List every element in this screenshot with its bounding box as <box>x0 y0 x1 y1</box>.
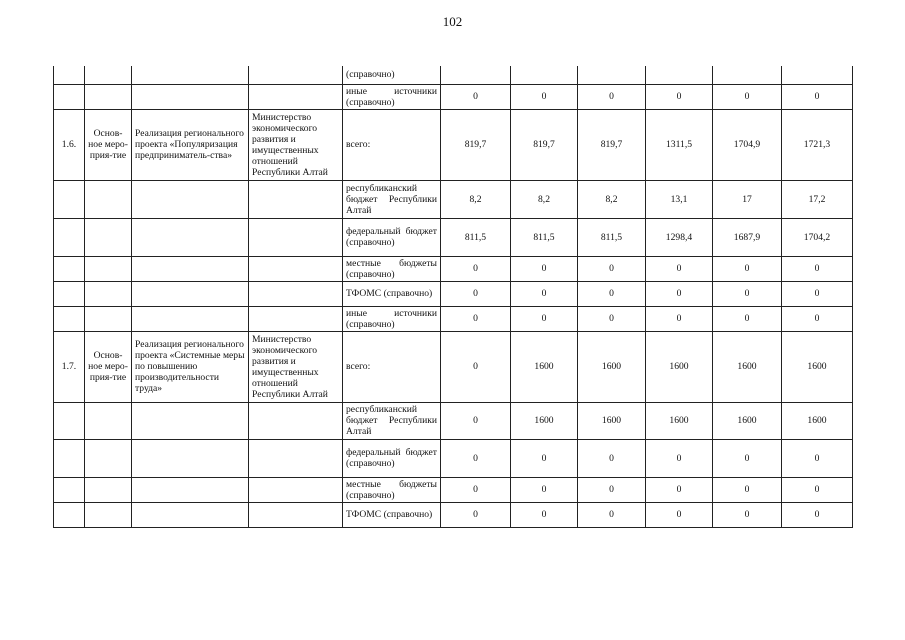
value-cell: 0 <box>646 281 713 306</box>
value-cell: 0 <box>441 502 511 527</box>
value-cell: 1704,9 <box>713 109 782 180</box>
value-cell: 811,5 <box>511 218 578 256</box>
item-number-cell <box>54 281 85 306</box>
value-cell: 17,2 <box>782 180 853 218</box>
value-cell: 0 <box>578 306 646 331</box>
value-cell: 819,7 <box>511 109 578 180</box>
value-cell: 1311,5 <box>646 109 713 180</box>
value-cell: 0 <box>646 439 713 477</box>
event-name-cell <box>132 180 249 218</box>
funding-source-cell: ТФОМС (справочно) <box>343 281 441 306</box>
value-cell: 1600 <box>646 402 713 439</box>
event-type-cell <box>85 502 132 527</box>
value-cell: 0 <box>511 439 578 477</box>
value-cell: 17 <box>713 180 782 218</box>
value-cell: 0 <box>511 84 578 109</box>
table-row <box>54 402 853 439</box>
value-cell <box>578 66 646 84</box>
event-name-cell <box>132 306 249 331</box>
value-cell: 1600 <box>782 331 853 402</box>
item-number-cell: 1.6. <box>54 109 85 180</box>
event-name-cell: Реализация регионального проекта «Популяризация предприниматель-ства» <box>132 109 249 180</box>
table-row <box>54 439 853 477</box>
event-name-cell <box>132 502 249 527</box>
value-cell: 0 <box>646 84 713 109</box>
value-cell: 1600 <box>713 331 782 402</box>
value-cell: 1600 <box>578 402 646 439</box>
value-cell: 0 <box>578 502 646 527</box>
funding-source-cell: местные бюджеты (справочно) <box>343 256 441 281</box>
funding-source-cell: всего: <box>343 331 441 402</box>
value-cell: 0 <box>441 402 511 439</box>
value-cell: 0 <box>511 502 578 527</box>
value-cell <box>511 66 578 84</box>
funding-source-cell: всего: <box>343 109 441 180</box>
value-cell: 0 <box>578 281 646 306</box>
event-name-cell <box>132 84 249 109</box>
funding-source-cell: федеральный бюджет (справочно) <box>343 218 441 256</box>
executor-cell <box>249 66 343 84</box>
event-type-cell <box>85 306 132 331</box>
table-row <box>54 66 853 84</box>
value-cell <box>441 66 511 84</box>
value-cell: 0 <box>782 477 853 502</box>
value-cell: 819,7 <box>578 109 646 180</box>
executor-cell: Министерство экономического развития и имущественных отношений Республики Алтай <box>249 331 343 402</box>
executor-cell: Министерство экономического развития и имущественных отношений Республики Алтай <box>249 109 343 180</box>
value-cell: 0 <box>441 306 511 331</box>
value-cell: 811,5 <box>441 218 511 256</box>
value-cell <box>713 66 782 84</box>
event-name-cell <box>132 439 249 477</box>
value-cell: 0 <box>713 477 782 502</box>
value-cell: 0 <box>782 281 853 306</box>
item-number-cell <box>54 218 85 256</box>
table-row <box>54 180 853 218</box>
event-type-cell <box>85 218 132 256</box>
value-cell: 0 <box>782 84 853 109</box>
value-cell: 0 <box>782 439 853 477</box>
value-cell: 1600 <box>511 402 578 439</box>
item-number-cell <box>54 477 85 502</box>
value-cell: 0 <box>578 84 646 109</box>
item-number-cell: 1.7. <box>54 331 85 402</box>
item-number-cell <box>54 502 85 527</box>
table-body <box>54 66 853 527</box>
executor-cell <box>249 477 343 502</box>
item-number-cell <box>54 402 85 439</box>
value-cell: 0 <box>578 256 646 281</box>
event-name-cell <box>132 281 249 306</box>
event-type-cell <box>85 477 132 502</box>
funding-source-cell: (справочно) <box>343 66 441 84</box>
item-number-cell <box>54 256 85 281</box>
event-type-cell <box>85 66 132 84</box>
item-number-cell <box>54 306 85 331</box>
value-cell: 0 <box>713 256 782 281</box>
value-cell: 1600 <box>578 331 646 402</box>
table-row <box>54 109 853 180</box>
value-cell: 0 <box>511 256 578 281</box>
value-cell: 8,2 <box>578 180 646 218</box>
page-number: 102 <box>442 14 463 29</box>
item-number-cell <box>54 84 85 109</box>
value-cell: 0 <box>713 281 782 306</box>
item-number-cell <box>54 180 85 218</box>
table-row <box>54 306 853 331</box>
value-cell: 1704,2 <box>782 218 853 256</box>
value-cell: 0 <box>441 84 511 109</box>
funding-source-cell: иные источники (справочно) <box>343 306 441 331</box>
event-name-cell <box>132 477 249 502</box>
event-type-cell: Основ-ное меро-прия-тие <box>85 109 132 180</box>
value-cell: 0 <box>646 256 713 281</box>
event-type-cell: Основ-ное меро-прия-тие <box>85 331 132 402</box>
funding-source-cell: ТФОМС (справочно) <box>343 502 441 527</box>
value-cell: 0 <box>511 477 578 502</box>
table-row <box>54 256 853 281</box>
funding-source-cell: республиканский бюджет Республики Алтай <box>343 402 441 439</box>
table-row <box>54 281 853 306</box>
value-cell: 0 <box>782 306 853 331</box>
value-cell: 819,7 <box>441 109 511 180</box>
event-name-cell <box>132 402 249 439</box>
value-cell: 0 <box>713 439 782 477</box>
executor-cell <box>249 439 343 477</box>
value-cell <box>782 66 853 84</box>
event-type-cell <box>85 439 132 477</box>
value-cell: 0 <box>782 502 853 527</box>
value-cell: 0 <box>578 439 646 477</box>
value-cell: 0 <box>441 331 511 402</box>
funding-source-cell: местные бюджеты (справочно) <box>343 477 441 502</box>
table-row <box>54 502 853 527</box>
item-number-cell <box>54 66 85 84</box>
event-type-cell <box>85 84 132 109</box>
value-cell: 0 <box>578 477 646 502</box>
event-type-cell <box>85 180 132 218</box>
value-cell: 0 <box>713 502 782 527</box>
executor-cell <box>249 281 343 306</box>
value-cell: 0 <box>782 256 853 281</box>
value-cell: 1687,9 <box>713 218 782 256</box>
table-row <box>54 331 853 402</box>
value-cell: 0 <box>646 306 713 331</box>
value-cell: 13,1 <box>646 180 713 218</box>
value-cell: 1600 <box>713 402 782 439</box>
value-cell: 811,5 <box>578 218 646 256</box>
value-cell: 0 <box>646 477 713 502</box>
event-name-cell <box>132 66 249 84</box>
value-cell: 0 <box>441 439 511 477</box>
table-row <box>54 84 853 109</box>
value-cell <box>646 66 713 84</box>
value-cell: 1600 <box>511 331 578 402</box>
funding-source-cell: федеральный бюджет (справочно) <box>343 439 441 477</box>
event-name-cell <box>132 218 249 256</box>
executor-cell <box>249 502 343 527</box>
executor-cell <box>249 84 343 109</box>
value-cell: 1600 <box>646 331 713 402</box>
value-cell: 8,2 <box>511 180 578 218</box>
value-cell: 0 <box>511 306 578 331</box>
funding-source-cell: иные источники (справочно) <box>343 84 441 109</box>
executor-cell <box>249 256 343 281</box>
event-type-cell <box>85 402 132 439</box>
item-number-cell <box>54 439 85 477</box>
value-cell: 0 <box>713 306 782 331</box>
value-cell: 0 <box>441 477 511 502</box>
value-cell: 0 <box>511 281 578 306</box>
table-row <box>54 477 853 502</box>
value-cell: 0 <box>646 502 713 527</box>
budget-table <box>53 66 853 528</box>
value-cell: 0 <box>441 256 511 281</box>
value-cell: 0 <box>441 281 511 306</box>
value-cell: 8,2 <box>441 180 511 218</box>
event-type-cell <box>85 281 132 306</box>
event-type-cell <box>85 256 132 281</box>
executor-cell <box>249 180 343 218</box>
value-cell: 0 <box>713 84 782 109</box>
value-cell: 1721,3 <box>782 109 853 180</box>
funding-source-cell: республиканский бюджет Республики Алтай <box>343 180 441 218</box>
event-name-cell <box>132 256 249 281</box>
value-cell: 1600 <box>782 402 853 439</box>
executor-cell <box>249 218 343 256</box>
table-row <box>54 218 853 256</box>
executor-cell <box>249 402 343 439</box>
value-cell: 1298,4 <box>646 218 713 256</box>
executor-cell <box>249 306 343 331</box>
event-name-cell: Реализация регионального проекта «Системные меры по повышению производительности труда» <box>132 331 249 402</box>
